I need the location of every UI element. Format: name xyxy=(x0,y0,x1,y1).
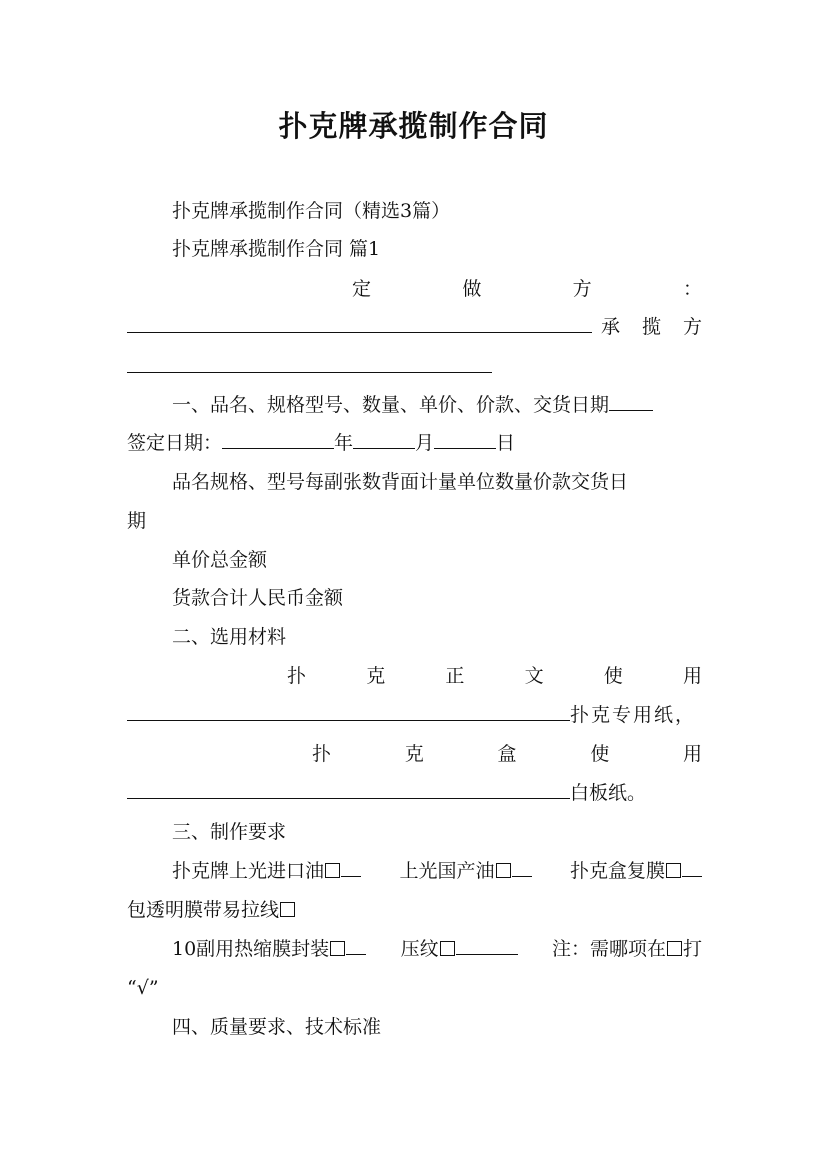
req-shrink: 10副用热缩膜封装 xyxy=(172,938,330,960)
check-mark: “√” xyxy=(127,977,159,999)
checkbox[interactable] xyxy=(280,902,295,917)
req-domestic-oil-group xyxy=(399,858,531,884)
clause-3-title: 三、制作要求 xyxy=(172,821,287,843)
party-a-char: 方 xyxy=(572,278,592,300)
poker-paper-line xyxy=(127,702,702,728)
req-blank xyxy=(682,858,702,877)
white-board: 白板纸。 xyxy=(570,782,647,804)
req-emboss: 压纹 xyxy=(400,938,439,960)
req-poker-gloss: 扑克牌上光进口油 xyxy=(172,860,325,882)
table-header-cont: 期 xyxy=(127,510,147,532)
req-blank xyxy=(341,858,361,877)
checkbox[interactable] xyxy=(330,941,345,956)
req-line-2 xyxy=(127,897,702,923)
poker-body-line xyxy=(127,663,702,689)
poker-paper: 扑克专用纸， xyxy=(570,704,697,726)
clause-4-title: 四、质量要求、技术标准 xyxy=(172,1016,382,1038)
party-a-char: 做 xyxy=(462,278,482,300)
req-box-film: 扑克盒复膜 xyxy=(569,860,665,882)
checkbox[interactable] xyxy=(496,863,511,878)
poker-body-char: 使 xyxy=(603,665,623,687)
month-blank xyxy=(353,430,415,449)
section-title: 扑克牌承揽制作合同 篇1 xyxy=(172,238,381,260)
party-a-char: ： xyxy=(682,278,702,300)
poker-box-char: 使 xyxy=(590,743,610,765)
party-b-label: 承揽方 xyxy=(600,316,724,338)
checkbox[interactable] xyxy=(666,863,681,878)
poker-paper-blank xyxy=(127,702,570,721)
req-line-3 xyxy=(172,936,702,962)
party-a-blank xyxy=(127,314,592,333)
req-wrap: 包透明膜带易拉线 xyxy=(127,899,280,921)
party-a-line xyxy=(127,276,702,302)
req-domestic-oil: 上光国产油 xyxy=(399,860,495,882)
clause-2-title: 二、选用材料 xyxy=(172,626,287,648)
poker-body-char: 文 xyxy=(524,665,544,687)
req-note: 注：需哪项在 xyxy=(551,938,666,960)
day-label: 日 xyxy=(496,432,516,454)
poker-box-char: 扑 xyxy=(312,743,332,765)
sign-date-line xyxy=(127,430,702,456)
subtitle: 扑克牌承揽制作合同（精选3篇） xyxy=(172,200,451,222)
req-emboss-group xyxy=(401,936,518,962)
poker-box-char: 克 xyxy=(404,743,424,765)
poker-box-line xyxy=(127,741,702,767)
unit-price-total: 单价总金额 xyxy=(172,549,268,571)
document-title: 扑克牌承揽制作合同 xyxy=(278,109,549,143)
party-b-blank-line xyxy=(127,354,702,380)
sign-label: 签定日期： xyxy=(127,432,223,454)
req-blank xyxy=(512,858,532,877)
req-shrink-group xyxy=(172,936,366,962)
poker-body-char: 用 xyxy=(682,665,702,687)
poker-box-char: 用 xyxy=(682,743,702,765)
table-header: 品名规格、型号每副张数背面计量单位数量价款交货日 xyxy=(172,471,629,493)
day-blank xyxy=(434,430,496,449)
clause-1-text: 一、品名、规格型号、数量、单价、价款、交货日期 xyxy=(172,394,610,416)
req-note-group xyxy=(552,936,702,962)
req-poker-gloss-group xyxy=(172,858,361,884)
checkbox[interactable] xyxy=(440,941,455,956)
party-a-blank-line xyxy=(127,314,724,340)
req-mark: 打 xyxy=(682,938,702,960)
checkbox[interactable] xyxy=(325,863,340,878)
poker-body-char: 克 xyxy=(366,665,386,687)
year-label: 年 xyxy=(334,432,354,454)
checkbox[interactable] xyxy=(667,941,682,956)
clause-1-blank xyxy=(609,392,653,411)
white-board-blank xyxy=(127,780,570,799)
total-rmb: 货款合计人民币金额 xyxy=(172,587,344,609)
party-a-char: 定 xyxy=(352,278,372,300)
month-label: 月 xyxy=(415,432,435,454)
party-b-blank xyxy=(127,354,492,373)
poker-box-char: 盒 xyxy=(497,743,517,765)
req-blank xyxy=(456,936,518,955)
white-board-line xyxy=(127,780,702,806)
req-box-film-group xyxy=(570,858,702,884)
req-line-1 xyxy=(172,858,702,884)
req-blank xyxy=(346,936,366,955)
year-blank xyxy=(222,430,334,449)
poker-body-char: 扑 xyxy=(287,665,307,687)
poker-body-char: 正 xyxy=(445,665,465,687)
clause-1-title xyxy=(172,392,702,418)
